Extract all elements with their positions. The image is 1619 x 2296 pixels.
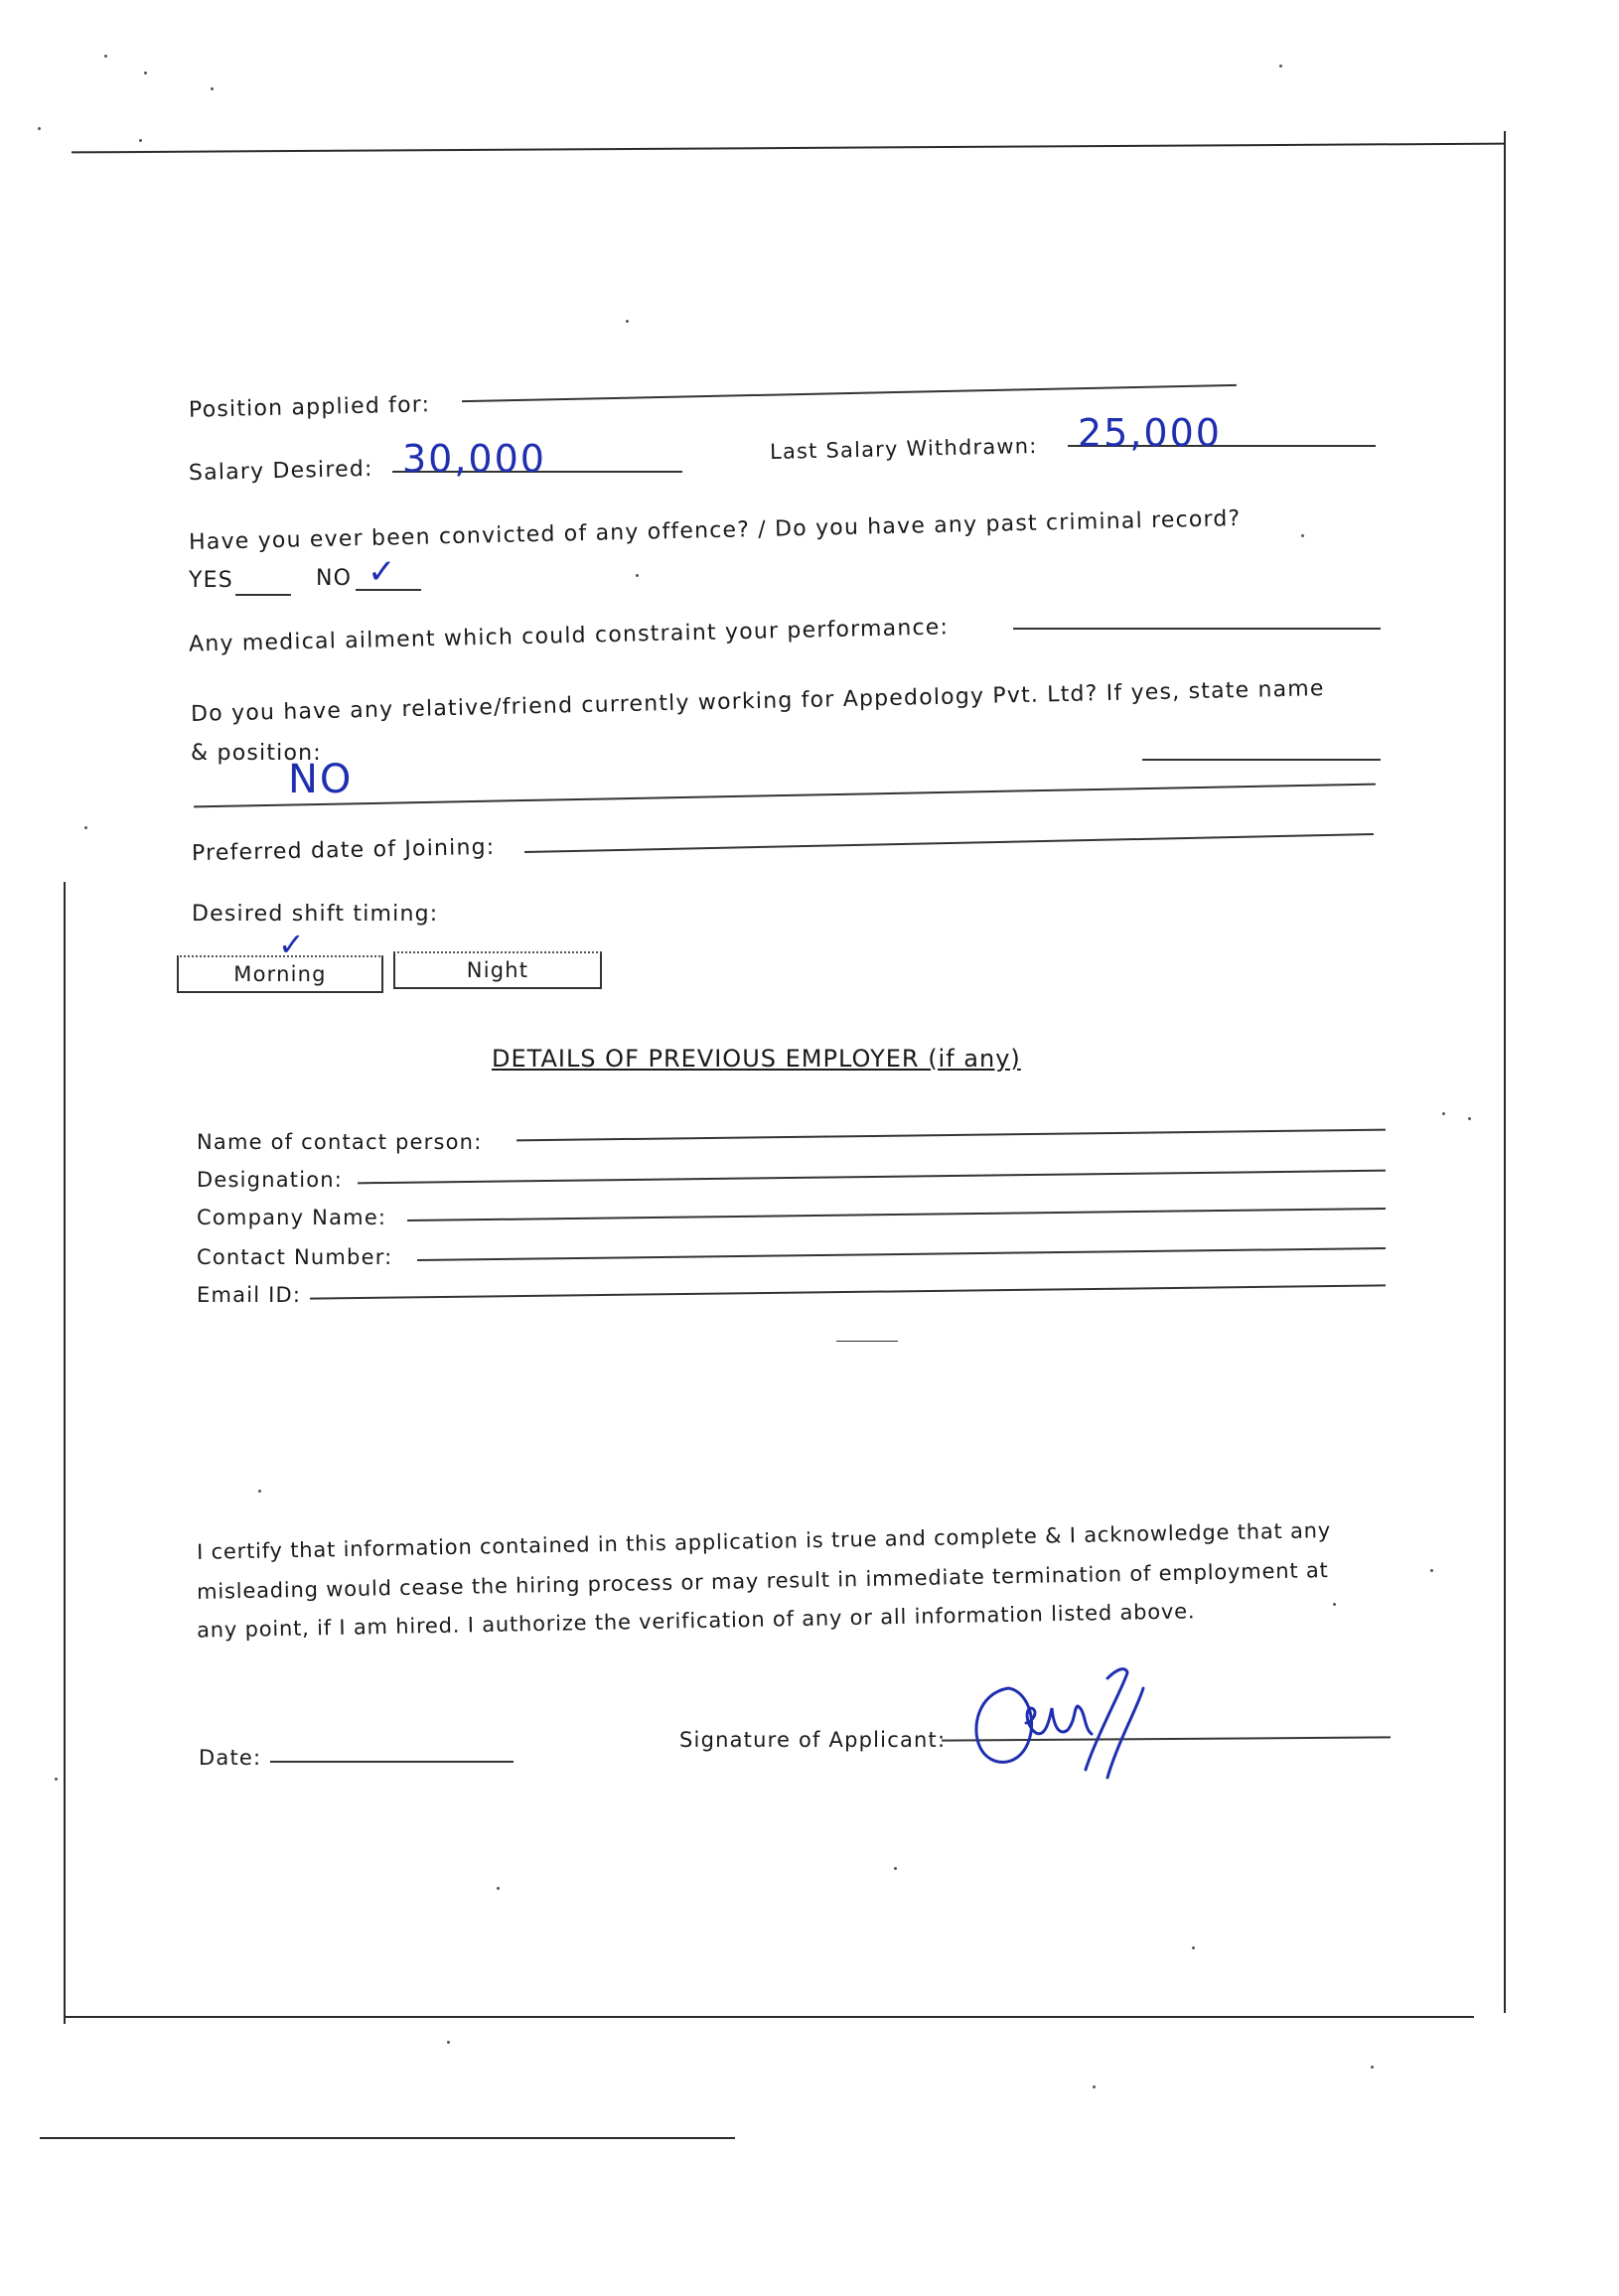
scan-speck	[211, 87, 214, 90]
scan-speck	[1468, 1117, 1471, 1120]
scan-speck	[1333, 1603, 1336, 1606]
scan-speck	[1279, 65, 1282, 68]
scan-speck	[55, 1778, 58, 1781]
email-label: Email ID:	[197, 1283, 302, 1307]
relative-answer: NO	[288, 757, 354, 802]
contact-number-label: Contact Number:	[197, 1245, 393, 1269]
date-label: Date:	[199, 1746, 262, 1770]
contact-person-field[interactable]	[516, 1129, 1386, 1142]
medical-field[interactable]	[1013, 628, 1381, 630]
scan-speck	[1301, 534, 1304, 537]
company-label: Company Name:	[197, 1206, 387, 1229]
contact-number-field[interactable]	[417, 1247, 1386, 1261]
scan-speck	[1430, 1569, 1433, 1572]
position-field[interactable]	[462, 384, 1237, 402]
position-label: Position applied for:	[188, 392, 431, 423]
scan-speck	[1442, 1112, 1445, 1115]
company-field[interactable]	[407, 1208, 1386, 1221]
salary-desired-label: Salary Desired:	[188, 456, 373, 487]
joining-field[interactable]	[524, 833, 1374, 853]
medical-label: Any medical ailment which could constraint your performance:	[188, 615, 950, 657]
shift-option-morning[interactable]: Morning	[177, 955, 383, 993]
right-border-line	[1504, 131, 1506, 2013]
signature-label: Signature of Applicant:	[679, 1728, 947, 1752]
scan-speck	[38, 127, 41, 130]
criminal-question: Have you ever been convicted of any offence? / Do you have any past criminal record?	[188, 505, 1242, 556]
scan-speck	[139, 139, 142, 142]
no-label: NO	[316, 566, 353, 591]
no-checkmark: ✓	[368, 552, 398, 592]
joining-label: Preferred date of Joining:	[191, 834, 496, 867]
yes-label: YES	[189, 568, 233, 593]
scan-speck	[258, 1490, 261, 1493]
declaration-line-2: misleading would cease the hiring process or may result in immediate termination of employment at	[196, 1558, 1329, 1604]
separator-dash	[836, 1341, 898, 1342]
footer-line	[40, 2137, 735, 2139]
scan-speck	[626, 320, 629, 323]
designation-label: Designation:	[197, 1168, 344, 1192]
scan-speck	[1371, 2066, 1374, 2069]
scan-speck	[104, 55, 107, 58]
date-field[interactable]	[270, 1761, 514, 1763]
shift-option-night[interactable]: Night	[393, 951, 602, 989]
declaration-line-3: any point, if I am hired. I authorize the verification of any or all information listed above.	[196, 1599, 1196, 1643]
shift-label: Desired shift timing:	[192, 902, 439, 927]
scan-speck	[1192, 1946, 1195, 1949]
bottom-border-line	[64, 2016, 1474, 2018]
last-salary-label: Last Salary Withdrawn:	[769, 433, 1038, 465]
left-border-line	[64, 882, 66, 2024]
relative-question: Do you have any relative/friend currently working for Appedology Pvt. Ltd? If yes, state name	[190, 676, 1325, 727]
previous-employer-heading: DETAILS OF PREVIOUS EMPLOYER (if any)	[492, 1045, 1021, 1073]
relative-position-field-1[interactable]	[1142, 759, 1381, 761]
last-salary-value: 25,000	[1078, 411, 1222, 455]
relative-position-label: & position:	[191, 741, 322, 766]
declaration-line-1: I certify that information contained in this application is true and complete & I acknowledge that any	[196, 1518, 1332, 1564]
scan-speck	[84, 826, 87, 829]
contact-person-label: Name of contact person:	[197, 1130, 483, 1154]
designation-field[interactable]	[358, 1170, 1386, 1185]
shift-checkmark: ✓	[278, 926, 307, 963]
top-border-line	[72, 143, 1506, 154]
scan-speck	[144, 72, 147, 74]
scan-speck	[1093, 2085, 1096, 2088]
relative-position-field-2[interactable]	[194, 784, 1376, 808]
scan-speck	[894, 1867, 897, 1870]
scan-speck	[636, 574, 639, 577]
applicant-signature	[968, 1649, 1197, 1788]
scan-speck	[447, 2041, 450, 2044]
email-field[interactable]	[310, 1284, 1386, 1299]
scan-speck	[497, 1887, 500, 1890]
salary-desired-value: 30,000	[402, 437, 546, 481]
yes-field[interactable]	[235, 594, 291, 596]
